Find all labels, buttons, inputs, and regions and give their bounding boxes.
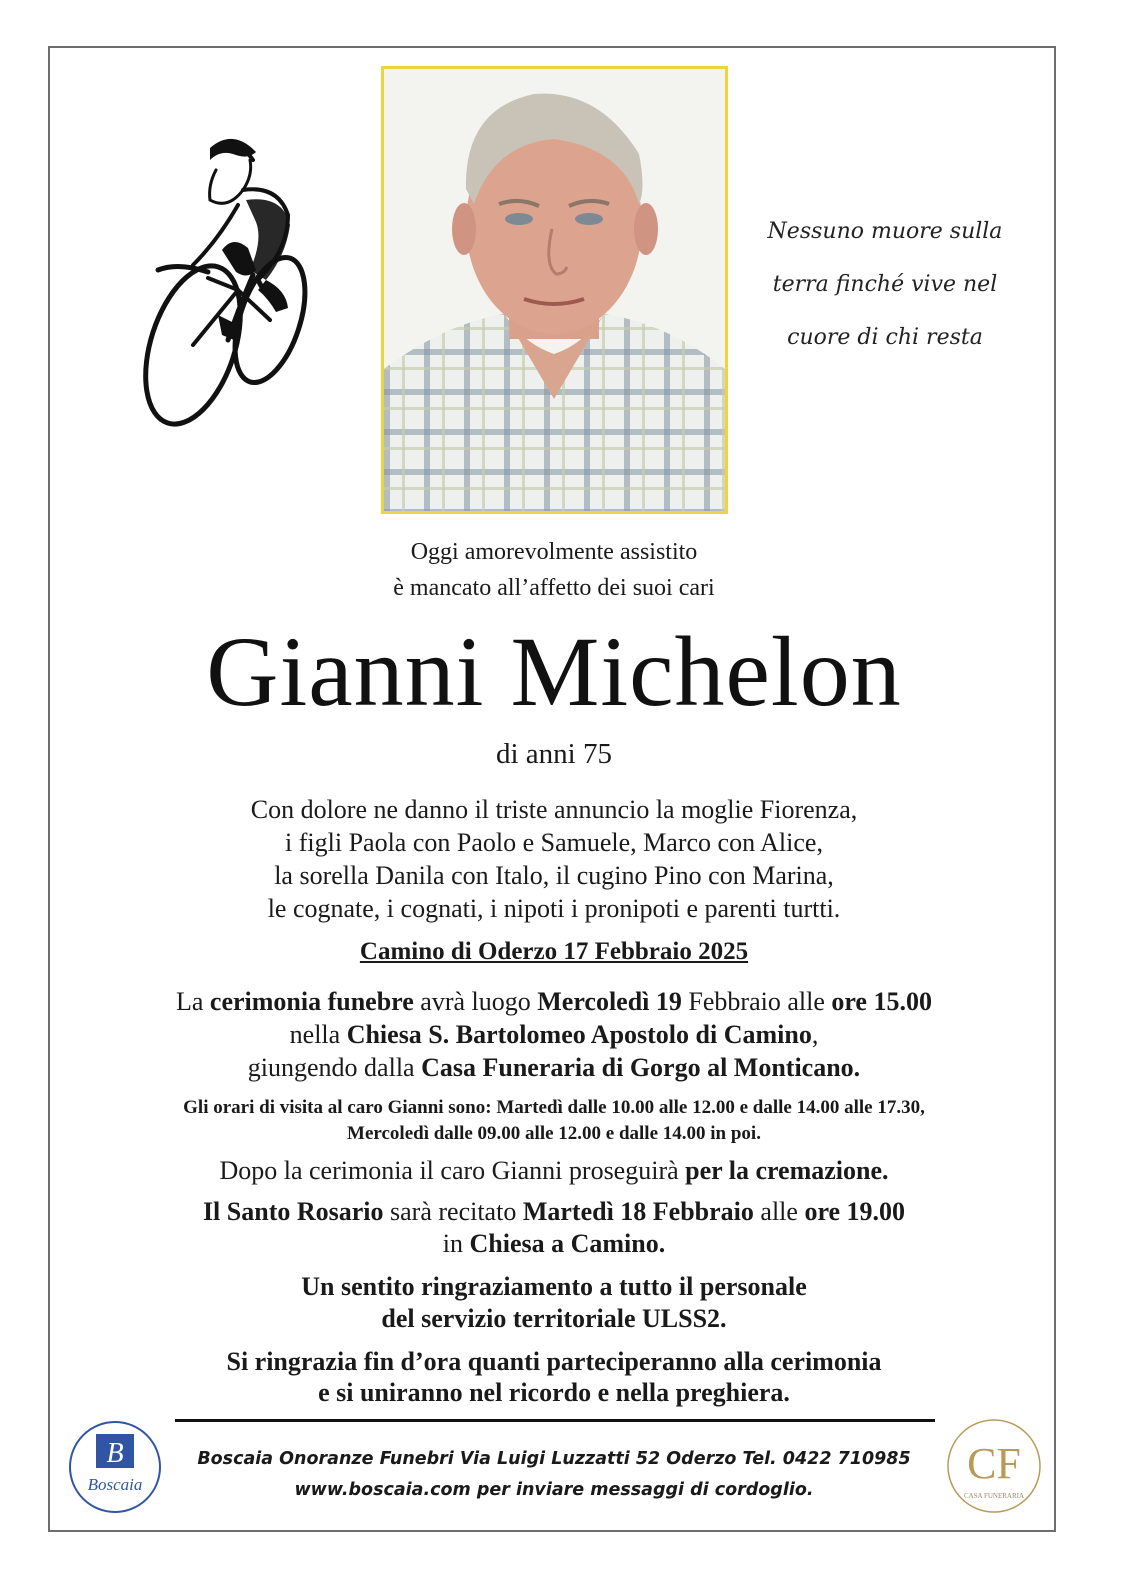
thanks-line: e si uniranno nel ricordo e nella preghiera.: [318, 1378, 790, 1407]
quote-line: terra finché vive nel: [772, 272, 998, 297]
footer-divider: [175, 1419, 935, 1422]
footer-website: www.boscaia.com per inviare messaggi di cordoglio.: [294, 1480, 814, 1500]
funeral-home-footer: [160, 1444, 948, 1506]
thanks-attendees: [60, 1346, 1048, 1408]
visiting-hours: [60, 1095, 1048, 1147]
intro-text: [60, 534, 1048, 606]
ceremony-line-2: nella Chiesa S. Bartolomeo Apostolo di Camino,: [289, 1020, 819, 1049]
ceremony-line-3: giungendo dalla Casa Funeraria di Gorgo al Monticano.: [247, 1053, 861, 1082]
family-line: le cognate, i cognati, i nipoti i pronipoti e parenti turtti.: [267, 894, 841, 923]
family-line: i figli Paola con Paolo e Samuele, Marco con Alice,: [285, 828, 823, 857]
cyclist-illustration: [138, 130, 310, 435]
thanks-staff: [60, 1271, 1048, 1335]
ceremony-details: [60, 985, 1048, 1084]
boscaia-monogram: B: [106, 1438, 124, 1469]
family-line: Con dolore ne danno il triste annuncio la moglie Fiorenza,: [250, 795, 858, 824]
visits-line: Mercoledì dalle 09.00 alle 12.00 e dalle 14.00 in poi.: [347, 1123, 761, 1144]
intro-line: Oggi amorevolmente assistito: [410, 539, 698, 565]
casa-funeraria-logo: [946, 1418, 1042, 1514]
thanks-line: Un sentito ringraziamento a tutto il personale: [301, 1272, 807, 1301]
portrait-photo: [381, 66, 728, 514]
deceased-age: di anni 75: [496, 738, 612, 770]
boscaia-logo: [68, 1420, 162, 1514]
rosary-line-1: Il Santo Rosario sarà recitato Martedì 18 Febbraio alle ore 19.00: [202, 1197, 906, 1226]
intro-line: è mancato all’affetto dei suoi cari: [393, 575, 715, 601]
family-line: la sorella Danila con Italo, il cugino Pino con Marina,: [274, 861, 834, 890]
visits-line: Gli orari di visita al caro Gianni sono: Martedì dalle 10.00 alle 12.00 e dalle 14.00 alle 17.30,: [183, 1097, 925, 1118]
thanks-line: Si ringrazia fin d’ora quanti parteciperanno alla cerimonia: [226, 1347, 882, 1376]
thanks-line: del servizio territoriale ULSS2.: [381, 1304, 727, 1333]
quote-line: Nessuno muore sulla: [767, 219, 1003, 244]
ceremony-line-1: La cerimonia funebre avrà luogo Mercoledì 19 Febbraio alle ore 15.00: [176, 987, 932, 1016]
footer-address: Boscaia Onoranze Funebri Via Luigi Luzzatti 52 Oderzo Tel. 0422 710985: [197, 1449, 911, 1469]
boscaia-logo-text: Boscaia: [87, 1475, 143, 1494]
deceased-name: Gianni Michelon: [206, 616, 902, 727]
cremation-note: Dopo la cerimonia il caro Gianni proseguirà per la cremazione.: [219, 1156, 889, 1185]
casa-funeraria-monogram: CF: [967, 1439, 1021, 1488]
rosary-line-2: in Chiesa a Camino.: [442, 1229, 666, 1258]
memorial-quote: [750, 205, 1020, 364]
casa-funeraria-logo-text: CASA FUNERARIA: [963, 1492, 1025, 1500]
place-date: Camino di Oderzo 17 Febbraio 2025: [359, 938, 749, 965]
rosary-details: [60, 1196, 1048, 1260]
quote-line: cuore di chi resta: [787, 325, 983, 350]
family-announcement: [60, 793, 1048, 925]
